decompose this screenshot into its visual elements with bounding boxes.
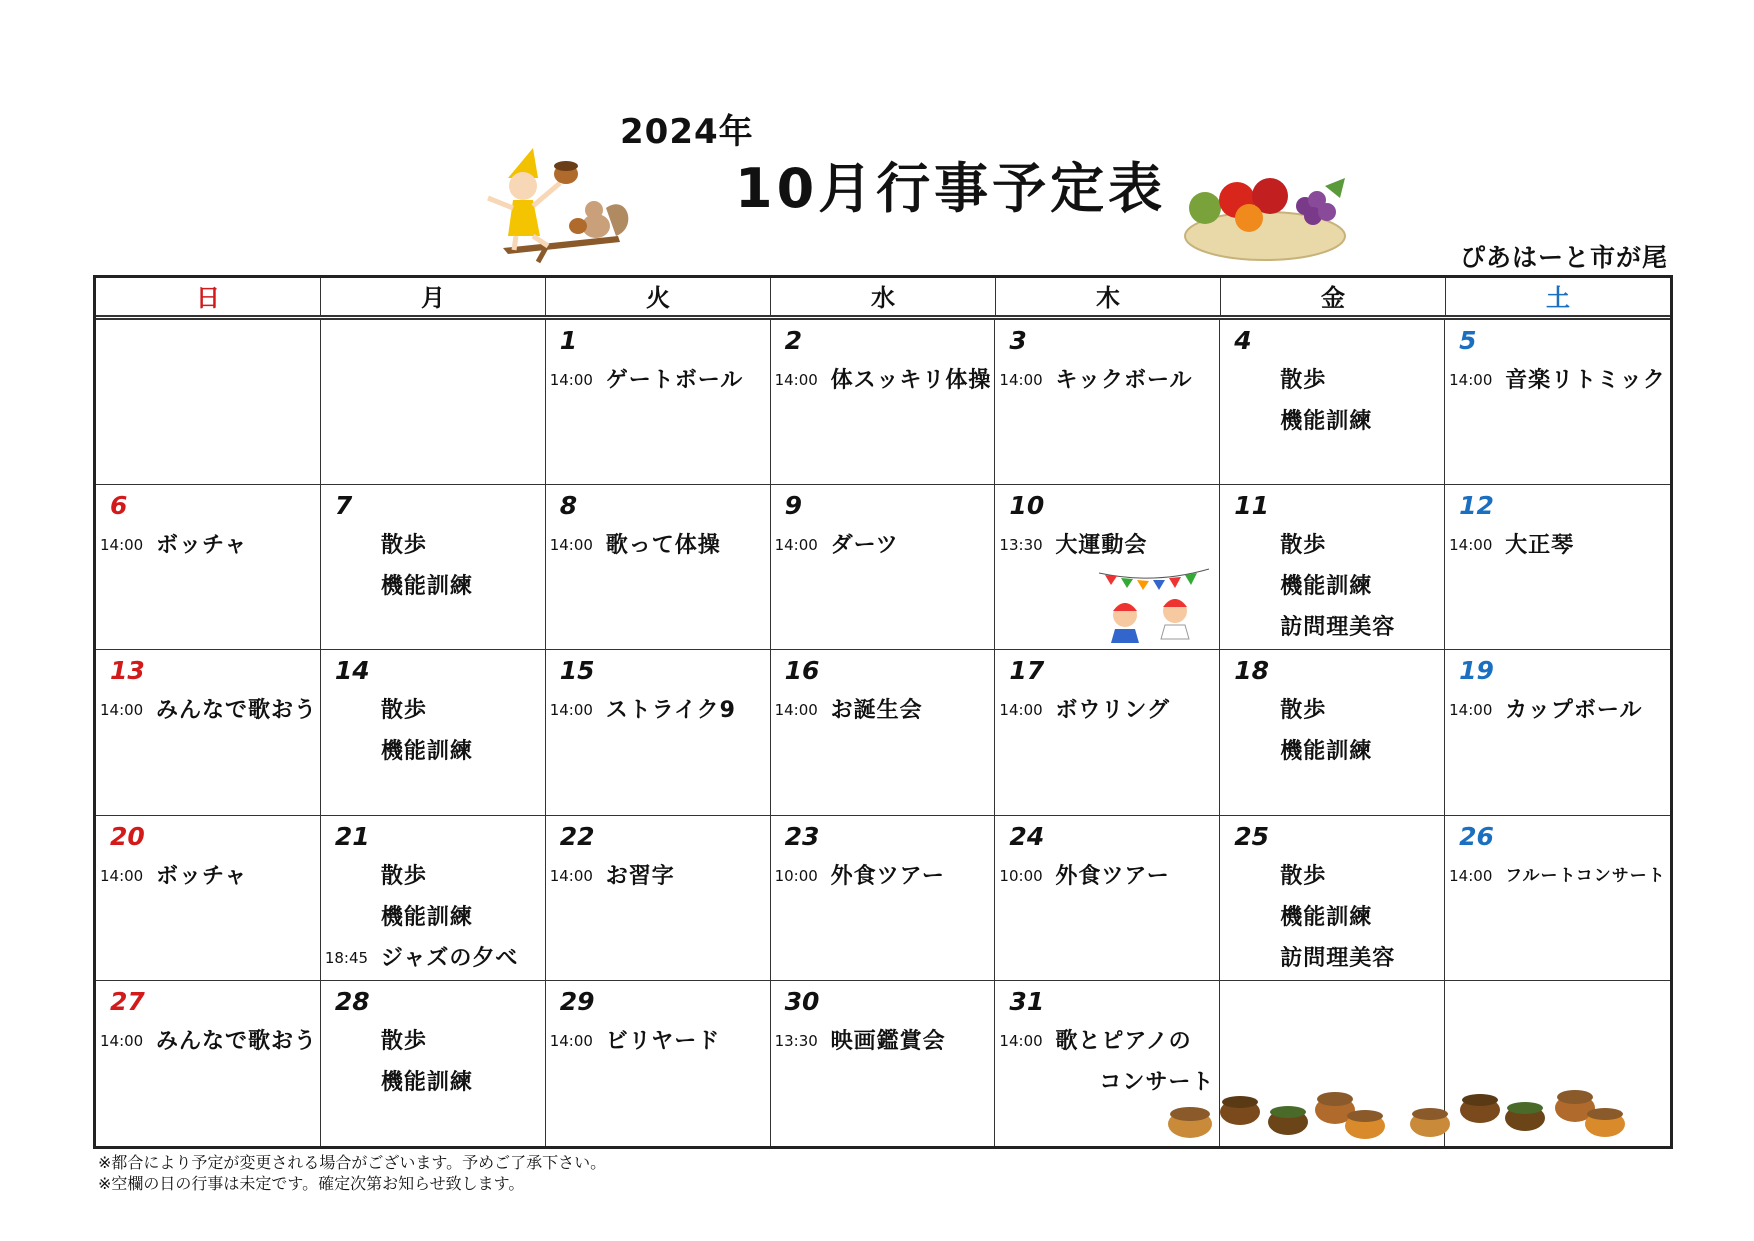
event-name: みんなで歌おう [156,1028,318,1054]
day-cell-14 [321,650,546,815]
event-list [1220,360,1444,442]
day-cell-13 [96,650,321,815]
event-name: 歌とピアノの [1055,1028,1192,1054]
day-cell-10 [995,485,1220,650]
event-item [771,690,995,731]
day-number: 20 [110,821,145,851]
event-item [995,690,1219,731]
event-name: 映画鑑賞会 [830,1028,946,1054]
event-item [321,525,545,566]
event-time: 14:00 [774,371,818,389]
event-name: 訪問理美容 [1280,615,1396,641]
event-list [1220,525,1444,648]
event-item [321,1021,545,1062]
event-item [1220,897,1444,938]
day-cell-1 [546,320,771,485]
event-list [1445,360,1670,401]
event-time: 14:00 [100,1031,144,1050]
day-number: 13 [110,656,145,686]
event-name: 訪問理美容 [1280,945,1396,971]
day-cell-11 [1220,485,1445,650]
day-number: 3 [1009,326,1027,355]
day-cell-28 [321,981,546,1146]
weekday-sun: 日 [96,278,321,315]
event-name: 散歩 [1280,533,1327,559]
day-cells [96,320,1670,1146]
event-list [771,1021,995,1062]
event-name: 散歩 [1280,698,1327,724]
event-item [771,856,995,897]
day-number: 23 [784,821,820,851]
event-list [96,690,320,731]
event-time: 13:30 [999,536,1043,555]
day-cell-22 [546,816,771,981]
event-list [1445,525,1670,566]
day-number: 31 [1009,986,1045,1016]
acorns-illustration [1160,1086,1650,1146]
event-list [1445,856,1670,897]
event-time: 14:00 [100,701,144,720]
event-item [1445,856,1670,897]
weekday-mon: 月 [321,278,546,315]
day-cell-24 [995,816,1220,981]
day-cell-25 [1220,816,1445,981]
day-cell-19 [1445,650,1670,815]
event-name: 機能訓練 [1280,409,1373,434]
event-time: 10:00 [999,866,1043,885]
event-item [1220,690,1444,731]
weekday-header-row [96,278,1670,320]
event-name: 外食ツアー [830,863,945,889]
event-name: 体スッキリ体操 [830,368,992,393]
event-time: 14:00 [774,536,818,555]
event-name: 散歩 [380,863,427,889]
footnote: ※都合により予定が変更される場合がございます。予めご了承下さい。 [98,1153,607,1172]
kid-squirrel-illustration [478,138,638,266]
event-name: 機能訓練 [380,904,473,930]
event-name: みんなで歌おう [156,698,318,724]
event-name: 散歩 [1280,863,1327,889]
event-item [546,525,770,566]
day-number: 28 [334,986,370,1016]
event-item [995,856,1219,897]
event-item [1220,938,1444,979]
day-number: 16 [784,656,820,686]
event-item [546,856,770,897]
event-list [96,525,320,566]
event-time: 13:30 [774,1031,818,1050]
event-name: ゲートボール [605,368,744,393]
event-name: 機能訓練 [1280,904,1373,930]
event-time: 14:00 [774,701,818,720]
day-number: 4 [1234,326,1252,355]
event-name: コンサート [1099,1069,1215,1095]
event-item [1220,607,1444,648]
day-cell-18 [1220,650,1445,815]
event-name: 散歩 [380,698,427,724]
event-item [546,360,770,401]
day-number: 29 [559,986,595,1016]
event-time: 14:00 [549,1031,593,1050]
day-cell-empty [321,320,546,485]
event-item [1220,360,1444,401]
event-item [995,360,1219,401]
day-cell-3 [995,320,1220,485]
day-number: 2 [784,326,802,355]
day-cell-21 [321,816,546,981]
day-number: 22 [559,821,595,851]
facility-name: ぴあはーと市が尾 [1459,243,1668,272]
event-time: 14:00 [999,701,1043,720]
day-number: 24 [1009,821,1045,851]
event-item [321,897,545,938]
event-item [1220,856,1444,897]
day-cell-16 [771,650,996,815]
event-item [321,731,545,772]
event-item [321,566,545,607]
event-name: フルートコンサート [1505,865,1666,886]
day-number: 25 [1234,821,1270,851]
day-number: 27 [110,986,145,1016]
weekday-thu: 木 [996,278,1221,315]
event-name: お習字 [605,863,675,889]
day-cell-5 [1445,320,1670,485]
day-cell-empty [96,320,321,485]
day-cell-17 [995,650,1220,815]
event-time: 14:00 [549,866,593,885]
event-time: 10:00 [774,866,818,885]
day-cell-2 [771,320,996,485]
event-time: 14:00 [549,701,593,720]
event-list [96,856,320,897]
event-item [1220,731,1444,772]
day-cell-8 [546,485,771,650]
day-cell-4 [1220,320,1445,485]
event-item [771,1021,995,1062]
event-item [1220,525,1444,566]
event-name: 機能訓練 [1280,574,1373,600]
event-item [1445,360,1670,401]
event-item [96,690,320,731]
day-number: 18 [1234,656,1270,686]
event-item [321,938,545,979]
weekday-fri: 金 [1221,278,1446,315]
day-number: 17 [1009,656,1045,686]
day-number: 6 [110,491,128,521]
event-name: 機能訓練 [380,739,473,765]
day-cell-15 [546,650,771,815]
day-number: 19 [1459,656,1494,686]
day-number: 11 [1234,491,1270,521]
event-list [771,690,995,731]
event-item [1220,566,1444,607]
event-item [96,1021,320,1062]
event-list [546,690,770,731]
event-list [96,1021,320,1062]
day-number: 26 [1459,821,1494,851]
fruit-basket-illustration [1175,176,1355,264]
event-time: 14:00 [1449,371,1493,389]
event-item [321,856,545,897]
day-cell-7 [321,485,546,650]
day-number: 12 [1459,491,1494,521]
event-time: 14:00 [100,866,144,885]
event-name: ボウリング [1055,698,1170,724]
event-time: 14:00 [100,536,144,555]
event-name: 音楽リトミック [1505,368,1666,393]
event-name: キックボール [1055,368,1193,393]
year-label: 2024年 [620,112,754,152]
day-number: 10 [1009,491,1045,521]
event-list [546,360,770,401]
event-name: 外食ツアー [1055,863,1170,889]
event-name: 大運動会 [1055,533,1148,559]
event-list [995,856,1219,897]
day-cell-9 [771,485,996,650]
event-list [321,1021,545,1103]
event-list [995,525,1219,566]
event-time: 14:00 [999,1031,1043,1050]
event-list [1220,690,1444,772]
day-number: 21 [334,821,370,851]
weekday-tue: 火 [546,278,771,315]
event-time: 14:00 [549,371,593,389]
event-item [995,525,1219,566]
event-name: ダーツ [830,533,899,559]
event-name: ジャズの夕べ [380,945,519,971]
event-list [771,856,995,897]
event-name: 大正琴 [1505,533,1575,559]
event-item [771,360,995,401]
sports-day-illustration [1095,565,1213,647]
event-item [1220,401,1444,442]
event-name: ボッチャ [156,533,248,559]
day-cell-12 [1445,485,1670,650]
event-item [96,525,320,566]
event-time: 14:00 [1449,866,1493,885]
event-name: お誕生会 [830,698,923,724]
event-list [771,525,995,566]
event-name: 機能訓練 [380,1069,473,1095]
event-item [546,1021,770,1062]
event-list [1445,690,1670,731]
event-item [321,690,545,731]
day-number: 30 [784,986,820,1016]
day-cell-29 [546,981,771,1146]
event-item [771,525,995,566]
weekday-sat: 土 [1546,284,1570,312]
day-cell-26 [1445,816,1670,981]
calendar-grid [93,275,1673,1149]
event-item [321,1062,545,1103]
day-number: 5 [1459,326,1477,355]
event-name: ボッチャ [156,863,248,889]
event-list [321,690,545,772]
day-cell-23 [771,816,996,981]
day-number: 9 [784,491,802,521]
event-list [546,856,770,897]
event-list [995,360,1219,401]
event-item [995,1021,1219,1062]
event-list [995,690,1219,731]
event-name: 歌って体操 [605,533,721,559]
weekday-wed: 水 [771,278,996,315]
day-number: 14 [334,656,370,686]
event-list [1220,856,1444,979]
day-cell-6 [96,485,321,650]
event-list [546,525,770,566]
event-time: 14:00 [1449,536,1493,555]
event-name: 機能訓練 [1280,739,1373,765]
event-name: カップボール [1505,698,1643,724]
day-cell-27 [96,981,321,1146]
event-list [546,1021,770,1062]
event-list [771,360,995,401]
event-item [546,690,770,731]
day-cell-30 [771,981,996,1146]
day-number: 1 [559,326,578,355]
event-list [321,856,545,979]
day-number: 7 [334,491,353,521]
event-time: 14:00 [999,371,1043,389]
footnotes [98,1152,606,1194]
event-name: ビリヤード [605,1028,721,1054]
day-number: 8 [559,491,578,521]
event-time: 14:00 [1449,701,1493,720]
event-name: 散歩 [1280,368,1327,393]
event-name: 散歩 [380,1028,427,1054]
event-time: 14:00 [549,536,593,555]
day-cell-20 [96,816,321,981]
event-item [1445,525,1670,566]
event-time: 18:45 [324,948,369,967]
event-name: 散歩 [380,533,427,559]
event-name: ストライク9 [605,698,736,724]
footnote: ※空欄の日の行事は未定です。確定次第お知らせ致します。 [98,1174,525,1193]
page-title: 10月行事予定表 [735,157,1167,220]
event-item [1445,690,1670,731]
event-name: 機能訓練 [380,574,473,600]
event-list [321,525,545,607]
event-item [96,856,320,897]
day-number: 15 [559,656,595,686]
